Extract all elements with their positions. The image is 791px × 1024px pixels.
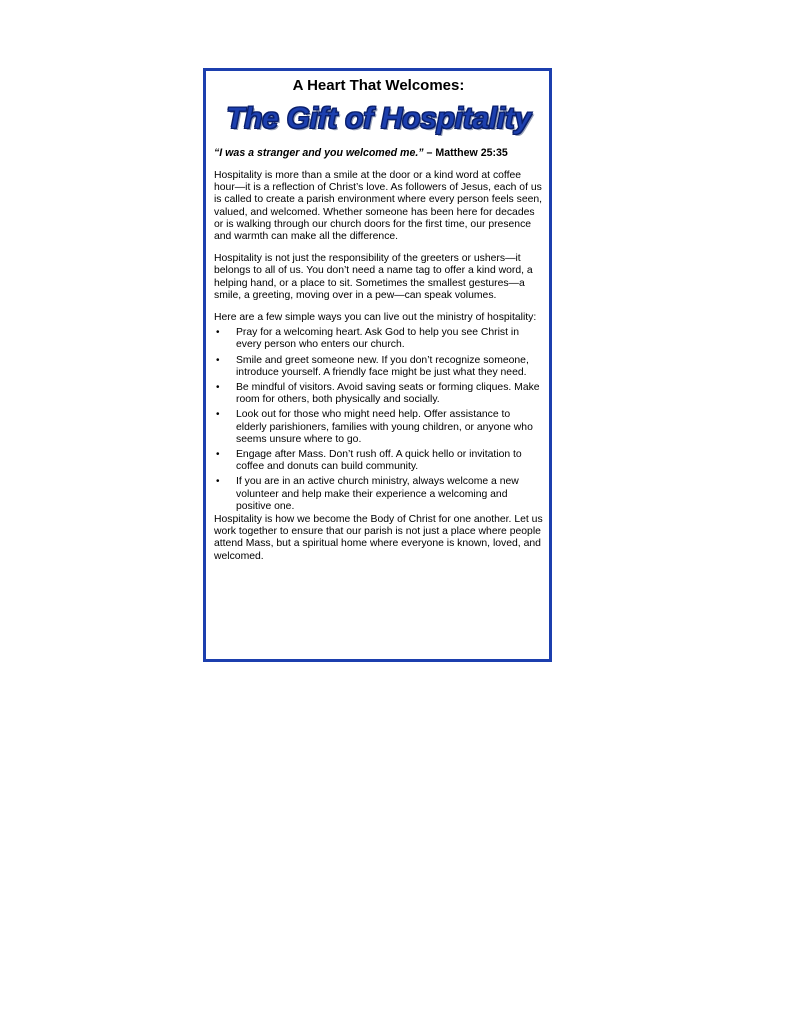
list-item-text: Pray for a welcoming heart. Ask God to help you see Christ in every person who enters our church. (236, 327, 519, 351)
list-item (214, 449, 543, 473)
article-box (203, 68, 552, 662)
list-item-text: Be mindful of visitors. Avoid saving seats or forming cliques. Make room for others, both physically and socially. (236, 382, 540, 406)
list-item (214, 409, 543, 446)
list-item-text: Look out for those who might need help. Offer assistance to elderly parishioners, families with young children, or anyone who seems unsure where to go. (236, 409, 533, 445)
article-heading: A Heart That Welcomes: (292, 77, 465, 94)
list-item (214, 355, 543, 379)
quote-text: “I was a stranger and you welcomed me.” (214, 147, 424, 159)
bullet-icon: • (216, 354, 220, 366)
bullet-icon: • (216, 449, 220, 461)
paragraph-intro: Hospitality is more than a smile at the door or a kind word at coffee hour—it is a reflection of Christ’s love. As followers of Jesus, each of us is called to create a parish environment where every person feels seen, valued, and welcomed. Whether someone has been here for decades or is walking through our church doors for the first time, our presence and warmth can make all the difference. (214, 170, 543, 243)
list-item (214, 382, 543, 406)
scripture-quote (214, 147, 543, 160)
article-title: The Gift of Hospitality (226, 102, 531, 135)
article-content (214, 77, 543, 563)
list-item-text: Engage after Mass. Don’t rush off. A quick hello or invitation to coffee and donuts can build community. (236, 449, 522, 473)
bullet-icon: • (216, 476, 220, 488)
paragraph-ways-intro: Here are a few simple ways you can live out the ministry of hospitality: (214, 312, 537, 324)
paragraph-closing: Hospitality is how we become the Body of Christ for one another. Let us work together to ensure that our parish is not just a place where people attend Mass, but a spiritual home where everyone is known, loved, and welcomed. (214, 514, 543, 562)
list-item-text: If you are in an active church ministry, always welcome a new volunteer and help make their experience a welcoming and positive one. (236, 476, 519, 512)
bullet-icon: • (216, 382, 220, 394)
list-item-text: Smile and greet someone new. If you don’t recognize someone, introduce yourself. A friendly face might be just what they need. (236, 354, 529, 378)
quote-citation: – Matthew 25:35 (423, 147, 508, 159)
bullet-icon: • (216, 409, 220, 421)
list-item (214, 327, 543, 351)
bullet-icon: • (216, 327, 220, 339)
ways-list (214, 327, 543, 513)
list-item (214, 476, 543, 513)
paragraph-responsibility: Hospitality is not just the responsibility of the greeters or ushers—it belongs to all of us. You don’t need a name tag to offer a kind word, a helping hand, or a place to sit. Sometimes the smallest gestures—a smile, a greeting, moving over in a pew—can speak volumes. (214, 253, 533, 301)
